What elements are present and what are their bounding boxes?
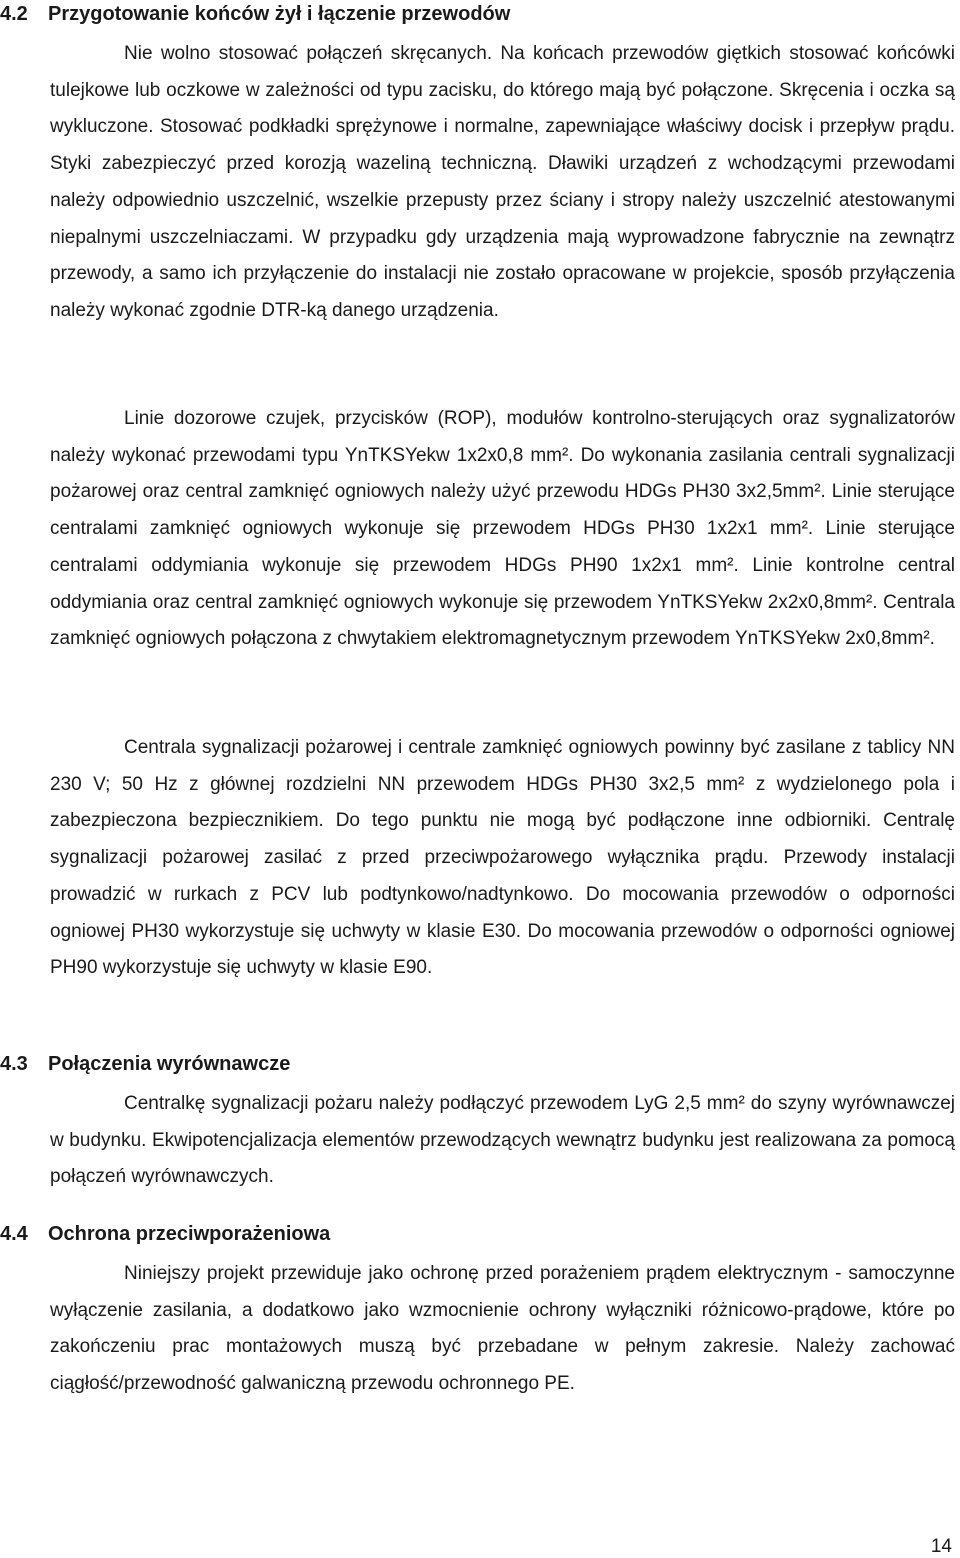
section-title: Ochrona przeciwporażeniowa [48, 1223, 331, 1245]
section-title: Połączenia wyrównawcze [48, 1053, 291, 1075]
section-title: Przygotowanie końców żył i łączenie przewodów [48, 3, 511, 25]
section-number: 4.2 [0, 3, 28, 25]
section-heading-4-4 [0, 1222, 330, 1246]
paragraph: Linie dozorowe czujek, przycisków (ROP), modułów kontrolno-sterujących oraz sygnalizatorów należy wykonać przewodami typu YnTKSYekw 1x2x0,8 mm². Do wykonania zasilania centrali sygnalizacji pożarowej oraz central zamknięć ogniowych należy użyć przewodu HDGs PH30 3x2,5mm². Linie sterujące centralami zamknięć ogniowych wykonuje się przewodem HDGs PH30 1x2x1 mm². Linie sterujące centralami oddymiania wykonuje się przewodem HDGs PH90 1x2x1 mm². Linie kontrolne central oddymiania oraz central zamknięć ogniowych wykonuje się przewodem YnTKSYekw 2x2x0,8mm². Centrala zamknięć ogniowych połączona z chwytakiem elektromagnetycznym przewodem YnTKSYekw 2x0,8mm². [50, 408, 955, 650]
paragraph: Niniejszy projekt przewiduje jako ochronę przed porażeniem prądem elektrycznym - samoczynne wyłączenie zasilania, a dodatkowo jako wzmocnienie ochrony wyłączniki różnicowo-prądowe, które po zakończeniu prac montażowych muszą być przebadane w pełnym zakresie. Należy zachować ciągłość/przewodność galwaniczną przewodu ochronnego PE. [50, 1263, 955, 1395]
section-number: 4.3 [0, 1053, 28, 1075]
section-number: 4.4 [0, 1223, 28, 1245]
section-heading-4-3 [0, 1052, 290, 1076]
paragraph: Nie wolno stosować połączeń skręcanych. Na końcach przewodów giętkich stosować końcówki tulejkowe lub oczkowe w zależności od typu zacisku, do którego mają być połączone. Skręcenia i oczka są wykluczone. Stosować podkładki sprężynowe i normalne, zapewniające właściwy docisk i przepływ prądu. Styki zabezpieczyć przed korozją wazeliną techniczną. Dławiki urządzeń z wchodzącymi przewodami należy odpowiednio uszczelnić, wszelkie przepusty przez ściany i stropy należy uszczelnić atestowanymi niepalnymi uszczelniaczami. W przypadku gdy urządzenia mają wyprowadzone fabrycznie na zewnątrz przewody, a samo ich przyłączenie do instalacji nie zostało opracowane w projekcie, sposób przyłączenia należy wykonać zgodnie DTR-ką danego urządzenia. [50, 43, 955, 321]
paragraph: Centralkę sygnalizacji pożaru należy podłączyć przewodem LyG 2,5 mm² do szyny wyrównawczej w budynku. Ekwipotencjalizacja elementów przewodzących wewnątrz budynku jest realizowana za pomocą połączeń wyrównawczych. [50, 1093, 955, 1188]
page-number: 14 [930, 1536, 952, 1557]
paragraph: Centrala sygnalizacji pożarowej i centrale zamknięć ogniowych powinny być zasilane z tablicy NN 230 V; 50 Hz z głównej rozdzielni NN przewodem HDGs PH30 3x2,5 mm² z wydzielonego pola i zabezpieczona bezpiecznikiem. Do tego punktu nie mogą być podłączone inne odbiorniki. Centralę sygnalizacji pożarowej zasilać z przed przeciwpożarowego wyłącznika prądu. Przewody instalacji prowadzić w rurkach z PCV lub podtynkowo/nadtynkowo. Do mocowania przewodów o odporności ogniowej PH30 wykorzystuje się uchwyty w klasie E30. Do mocowania przewodów o odporności ogniowej PH90 wykorzystuje się uchwyty w klasie E90. [50, 737, 955, 979]
section-heading-4-2 [0, 2, 510, 26]
